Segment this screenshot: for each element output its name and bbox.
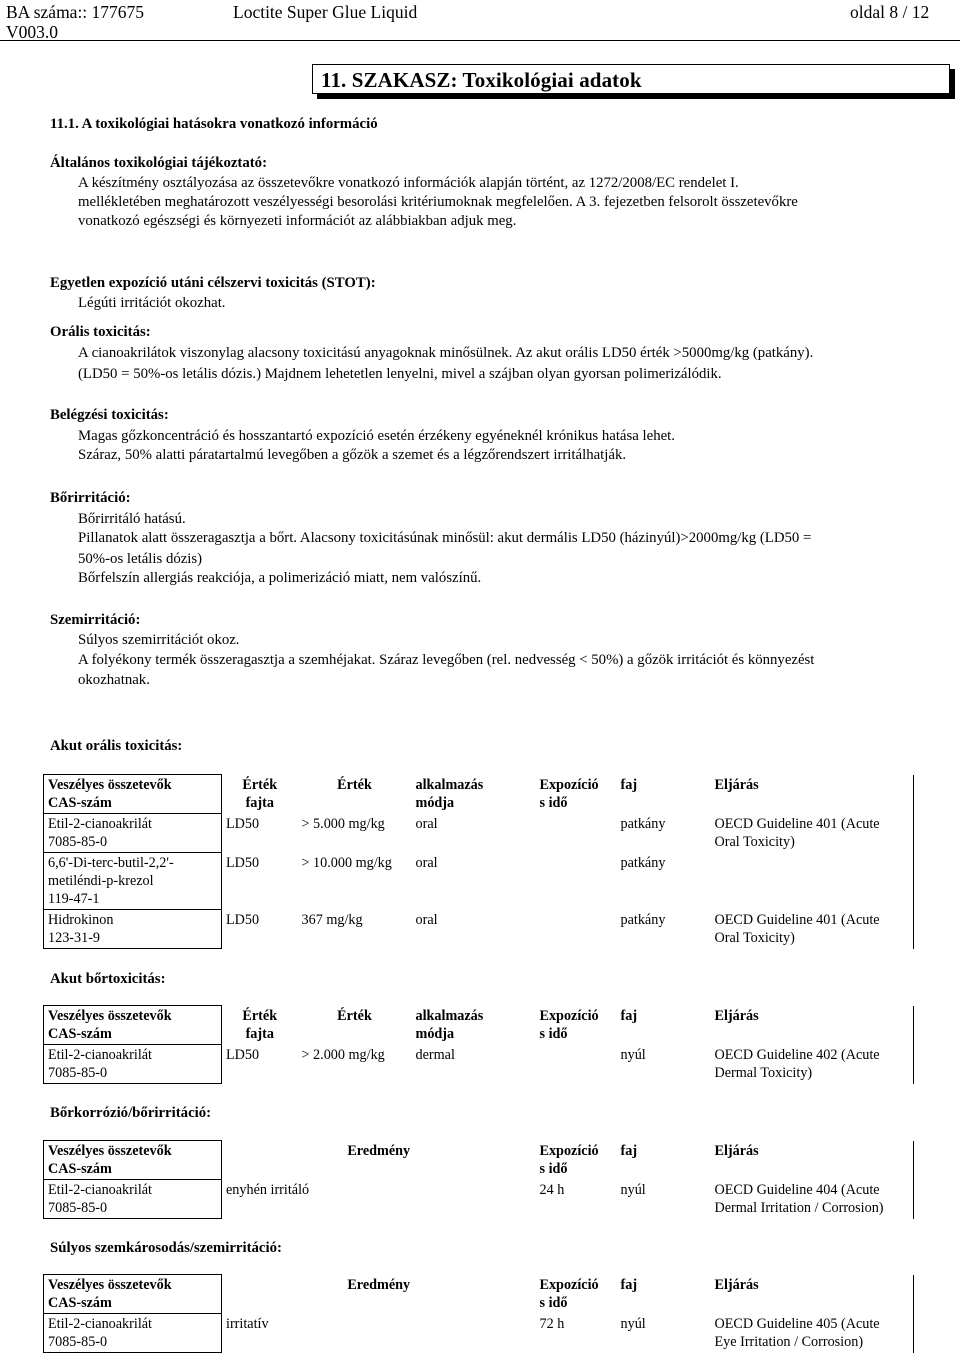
product-name: Loctite Super Glue Liquid xyxy=(233,2,418,22)
col-header-method: Eljárás xyxy=(711,1275,914,1314)
skin-irritation-line: Bőrirritáló hatású. xyxy=(78,511,186,527)
route-cell: dermal xyxy=(415,1046,455,1063)
col-header-result: Eredmény xyxy=(347,1142,411,1159)
col-header-substance: Veszélyes összetevők CAS-szám xyxy=(44,1006,222,1045)
eye-damage-title: Súlyos szemkárosodás/szemirritáció: xyxy=(50,1240,282,1256)
exposure-cell: 72 h xyxy=(539,1315,565,1332)
col-header-species: faj xyxy=(620,1276,638,1293)
acute-oral-title: Akut orális toxicitás: xyxy=(50,738,183,754)
table-header-row xyxy=(44,775,914,814)
eye-irritation-line: Súlyos szemirritációt okoz. xyxy=(78,632,240,648)
table-row xyxy=(44,814,914,853)
col-header-value-type: Érték fajta xyxy=(242,776,278,811)
col-header-route: alkalmazás módja xyxy=(415,1007,484,1042)
substance-cell: Hidrokinon 123-31-9 xyxy=(44,910,222,949)
exposure-cell xyxy=(536,853,617,910)
ba-number: BA száma:: 177675 xyxy=(6,2,145,22)
eye-irritation-label: Szemirritáció: xyxy=(50,612,141,628)
col-header-result: Eredmény xyxy=(347,1276,411,1293)
value-cell: 367 mg/kg xyxy=(301,911,363,928)
route-cell: oral xyxy=(415,815,438,832)
skin-irritation-line: 50%-os letális dózis) xyxy=(78,551,203,567)
col-header-route: alkalmazás módja xyxy=(415,776,484,811)
species-cell: patkány xyxy=(620,854,666,871)
oral-tox-line: A cianoakrilátok viszonylag alacsony toxicitású anyagoknak minősülnek. Az akut orális LD50 érték >5000mg/kg (patkány). xyxy=(78,345,814,361)
section-title-box xyxy=(312,64,950,94)
skin-irritation-line: Bőrfelszín allergiás reakciója, a polimerizáció miatt, nem valószínű. xyxy=(78,570,482,586)
section-title: 11. SZAKASZ: Toxikológiai adatok xyxy=(321,68,642,92)
exposure-cell xyxy=(536,1045,617,1084)
result-cell: enyhén irritáló xyxy=(226,1181,310,1198)
table-row xyxy=(44,1180,914,1219)
inhal-tox-label: Belégzési toxicitás: xyxy=(50,407,169,423)
table-header-row xyxy=(44,1275,914,1314)
acute-dermal-table xyxy=(43,1005,914,1084)
substance-cell: Etil-2-cianoakrilát 7085-85-0 xyxy=(44,1180,222,1219)
eye-damage-table xyxy=(43,1274,914,1353)
version-number: V003.0 xyxy=(6,22,59,42)
species-cell: patkány xyxy=(620,815,666,832)
exposure-cell xyxy=(536,910,617,949)
col-header-species: faj xyxy=(620,1142,638,1159)
table-header-row xyxy=(44,1006,914,1045)
col-header-species: faj xyxy=(620,1007,638,1024)
value-type-cell: LD50 xyxy=(226,911,260,928)
value-cell: > 5.000 mg/kg xyxy=(301,815,385,832)
col-header-exposure: Expozíció s idő xyxy=(539,1142,599,1177)
col-header-substance: Veszélyes összetevők CAS-szám xyxy=(44,775,222,814)
eye-irritation-line: okozhatnak. xyxy=(78,672,150,688)
table-row xyxy=(44,853,914,910)
method-cell xyxy=(711,853,914,910)
substance-cell: 6,6'-Di-terc-butil-2,2'- metiléndi-p-krezol 119-47-1 xyxy=(44,853,222,910)
inhal-tox-line: Száraz, 50% alatti páratartalmú levegőben a gőzök a szemet és a légzőrendszert irritálhatják. xyxy=(78,447,627,463)
table-row xyxy=(44,1314,914,1353)
inhal-tox-line: Magas gőzkoncentráció és hosszantartó expozíció esetén érzékeny egyéneknél krónikus hatása lehet. xyxy=(78,428,675,444)
route-cell: oral xyxy=(415,854,438,871)
col-header-method: Eljárás xyxy=(711,1141,914,1180)
exposure-cell xyxy=(536,814,617,853)
species-cell: nyúl xyxy=(620,1315,646,1332)
col-header-species: faj xyxy=(620,776,638,793)
value-cell: > 10.000 mg/kg xyxy=(301,854,392,871)
value-cell: > 2.000 mg/kg xyxy=(301,1046,385,1063)
skin-irritation-label: Bőrirritáció: xyxy=(50,490,131,506)
table-header-row xyxy=(44,1141,914,1180)
col-header-method: Eljárás xyxy=(711,775,914,814)
subsection-title: 11.1. A toxikológiai hatásokra vonatkozó információ xyxy=(50,116,378,132)
col-header-value-type: Érték fajta xyxy=(242,1007,278,1042)
acute-dermal-title: Akut bőrtoxicitás: xyxy=(50,971,166,987)
col-header-substance: Veszélyes összetevők CAS-szám xyxy=(44,1275,222,1314)
oral-tox-line: (LD50 = 50%-os letális dózis.) Majdnem lehetetlen lenyelni, mivel a szájban olyan gyorsan polimerizálódik. xyxy=(78,366,722,382)
general-tox-line: vonatkozó egészségi és környezeti információt az alábbiakban adjuk meg. xyxy=(78,213,517,229)
method-cell: OECD Guideline 401 (Acute Oral Toxicity) xyxy=(711,910,914,949)
method-cell: OECD Guideline 401 (Acute Oral Toxicity) xyxy=(711,814,914,853)
col-header-exposure: Expozíció s idő xyxy=(539,776,599,811)
col-header-exposure: Expozíció s idő xyxy=(539,1007,599,1042)
exposure-cell: 24 h xyxy=(539,1181,565,1198)
substance-cell: Etil-2-cianoakrilát 7085-85-0 xyxy=(44,1045,222,1084)
col-header-exposure: Expozíció s idő xyxy=(539,1276,599,1311)
col-header-value: Érték xyxy=(337,776,372,793)
stot-line: Légúti irritációt okozhat. xyxy=(78,295,226,311)
skin-corrosion-table xyxy=(43,1140,914,1219)
skin-corrosion-title: Bőrkorrózió/bőrirritáció: xyxy=(50,1105,212,1121)
value-type-cell: LD50 xyxy=(226,1046,260,1063)
species-cell: patkány xyxy=(620,911,666,928)
oral-tox-label: Orális toxicitás: xyxy=(50,324,151,340)
substance-cell: Etil-2-cianoakrilát 7085-85-0 xyxy=(44,1314,222,1353)
col-header-substance: Veszélyes összetevők CAS-szám xyxy=(44,1141,222,1180)
table-row xyxy=(44,1045,914,1084)
general-tox-line: A készítmény osztályozása az összetevőkre vonatkozó információk alapján történt, az 1272/2008/EC rendelet I. xyxy=(78,175,739,191)
stot-label: Egyetlen expozíció utáni célszervi toxicitás (STOT): xyxy=(50,275,376,291)
acute-oral-table xyxy=(43,774,914,949)
value-type-cell: LD50 xyxy=(226,815,260,832)
substance-cell: Etil-2-cianoakrilát 7085-85-0 xyxy=(44,814,222,853)
result-cell: irritatív xyxy=(226,1315,269,1332)
col-header-method: Eljárás xyxy=(711,1006,914,1045)
method-cell: OECD Guideline 402 (Acute Dermal Toxicity) xyxy=(711,1045,914,1084)
general-tox-line: mellékletében meghatározott veszélyességi besorolási kritériumoknak megfelelően. A 3. fejezetben felsorolt összetevőkre xyxy=(78,194,798,210)
value-type-cell: LD50 xyxy=(226,854,260,871)
header-divider xyxy=(0,40,960,41)
page-indicator: oldal 8 / 12 xyxy=(850,2,930,22)
col-header-value: Érték xyxy=(337,1007,372,1024)
skin-irritation-line: Pillanatok alatt összeragasztja a bőrt. Alacsony toxicitásúnak minősül: akut dermális LD50 (házinyúl)>2000mg/kg (LD50 = xyxy=(78,530,812,546)
table-row xyxy=(44,910,914,949)
route-cell: oral xyxy=(415,911,438,928)
eye-irritation-line: A folyékony termék összeragasztja a szemhéjakat. Száraz levegőben (rel. nedvesség < 50%) a gőzök irritációt és könnyezést xyxy=(78,652,815,668)
general-tox-label: Általános toxikológiai tájékoztató: xyxy=(50,155,268,171)
method-cell: OECD Guideline 404 (Acute Dermal Irritation / Corrosion) xyxy=(711,1180,914,1219)
method-cell: OECD Guideline 405 (Acute Eye Irritation / Corrosion) xyxy=(711,1314,914,1353)
species-cell: nyúl xyxy=(620,1181,646,1198)
species-cell: nyúl xyxy=(620,1046,646,1063)
